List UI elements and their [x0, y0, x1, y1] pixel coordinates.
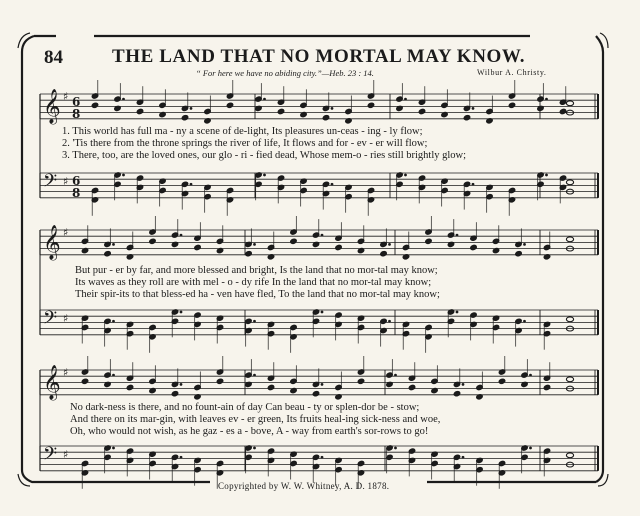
note-head [566, 317, 573, 322]
note-head [335, 244, 342, 250]
key-signature-sharp: ♯ [63, 312, 69, 325]
note-head [322, 115, 329, 121]
note-head [226, 102, 233, 108]
dot [321, 456, 323, 458]
note-head [126, 384, 133, 390]
note-head [149, 238, 156, 244]
lyric-line-s2-v1: But pur - er by far, and more blessed and bright, Is the land that no mor-tal may know; [75, 265, 438, 276]
note-head [171, 391, 178, 397]
bass-clef: 𝄢 [43, 444, 58, 469]
time-signature-top: 6 [72, 95, 81, 109]
note-head [543, 384, 550, 390]
note-head [453, 391, 460, 397]
dot [190, 183, 192, 185]
hymn-title: THE LAND THAT NO MORTAL MAY KNOW. [112, 46, 526, 67]
time-signature-bottom: 8 [72, 186, 81, 200]
note-head [559, 108, 566, 114]
dot [331, 183, 333, 185]
dot [456, 311, 458, 313]
dot [254, 447, 256, 449]
dot [190, 108, 192, 110]
note-head [312, 391, 319, 397]
note-head [277, 108, 284, 114]
lyric-line-s2-v3: Their spir-its to that bless-ed ha - ven have fled, To the land that no mor-tal may know; [75, 289, 440, 300]
dot [389, 320, 391, 322]
treble-clef: 𝄞 [43, 365, 61, 400]
dot [254, 374, 256, 376]
dot [180, 311, 182, 313]
note-head [104, 251, 111, 257]
dot [456, 234, 458, 236]
dot [180, 234, 182, 236]
dot [180, 456, 182, 458]
note-head [357, 378, 364, 384]
note-head [508, 102, 515, 108]
dot [524, 244, 526, 246]
note-head [245, 251, 252, 257]
copyright-line: Copyrighted by W. W. Whitney, A. D. 1878. [218, 481, 390, 491]
dot [472, 183, 474, 185]
lyric-line-s1-v1: 1. This world has full ma - ny a scene of de-light, Its pleasures un-ceas - ing - ly flow; [62, 126, 423, 137]
note-head [515, 251, 522, 257]
dot [395, 374, 397, 376]
dot [123, 174, 125, 176]
note-head [380, 251, 387, 257]
key-signature-sharp: ♯ [63, 90, 69, 103]
dot [321, 384, 323, 386]
dot [113, 374, 115, 376]
lyric-line-s3-v3: Oh, who would not wish, as he gaz - es a - bove, A - way from earth's sor-rows to go! [70, 426, 429, 437]
composer-credit: Wilbur A. Christy. [477, 68, 547, 77]
scripture-epigraph: “ For here we have no abiding city.”—Heb. 23 : 14. [196, 68, 374, 78]
note-head [418, 108, 425, 114]
note-head [566, 180, 573, 185]
note-head [566, 101, 573, 106]
dot [113, 320, 115, 322]
dot [254, 244, 256, 246]
key-signature-sharp: ♯ [63, 448, 69, 461]
note-head [498, 378, 505, 384]
bass-clef: 𝄢 [43, 308, 58, 333]
note-head [470, 244, 477, 250]
note-head [136, 108, 143, 114]
dot [264, 98, 266, 100]
dot [321, 311, 323, 313]
note-head [181, 115, 188, 121]
dot [405, 174, 407, 176]
dot [530, 447, 532, 449]
note-head [425, 238, 432, 244]
dot [546, 98, 548, 100]
dot [389, 244, 391, 246]
bass-clef: 𝄢 [43, 171, 58, 196]
treble-clef: 𝄞 [43, 225, 61, 260]
key-signature-sharp: ♯ [63, 175, 69, 188]
note-head [408, 384, 415, 390]
note-head [463, 115, 470, 121]
lyric-line-s1-v3: 3. There, too, are the loved ones, our glo - ri - fied dead, Whose mem-o - ries still brightly glow; [62, 150, 467, 161]
dot [113, 244, 115, 246]
key-signature-sharp: ♯ [63, 226, 69, 239]
note-head [91, 102, 98, 108]
treble-clef: 𝄞 [43, 89, 61, 124]
note-head [267, 384, 274, 390]
note-head [290, 238, 297, 244]
dot [395, 447, 397, 449]
dot [321, 234, 323, 236]
dot [462, 456, 464, 458]
note-head [367, 102, 374, 108]
dot [405, 98, 407, 100]
dot [530, 374, 532, 376]
lyric-line-s2-v2: Its waves as they roll are with mel - o - dy rife In the land that no mor-tal may know; [75, 277, 432, 288]
dot [462, 384, 464, 386]
dot [524, 320, 526, 322]
lyric-line-s3-v2: And there on its mar-gin, with leaves ev - er green, Its fruits heal-ing sick-ness and woe, [70, 414, 441, 425]
time-signature-top: 6 [72, 174, 81, 188]
dot [472, 108, 474, 110]
key-signature-sharp: ♯ [63, 366, 69, 379]
note-head [566, 377, 573, 382]
dot [180, 384, 182, 386]
dot [331, 108, 333, 110]
note-head [216, 378, 223, 384]
dot [264, 174, 266, 176]
note-head [566, 237, 573, 242]
dot [123, 98, 125, 100]
lyric-line-s1-v2: 2. 'Tis there from the throne springs the river of life, It flows and for - ev - er will flow; [62, 138, 428, 149]
lyric-line-s3-v1: No dark-ness is there, and no fount-ain of day Can beau - ty or splen-dor be - stow; [70, 402, 420, 413]
dot [254, 320, 256, 322]
note-head [81, 378, 88, 384]
note-head [194, 244, 201, 250]
dot [113, 447, 115, 449]
note-head [566, 453, 573, 458]
page-number: 84 [44, 47, 63, 68]
dot [546, 174, 548, 176]
time-signature-bottom: 8 [72, 107, 81, 121]
